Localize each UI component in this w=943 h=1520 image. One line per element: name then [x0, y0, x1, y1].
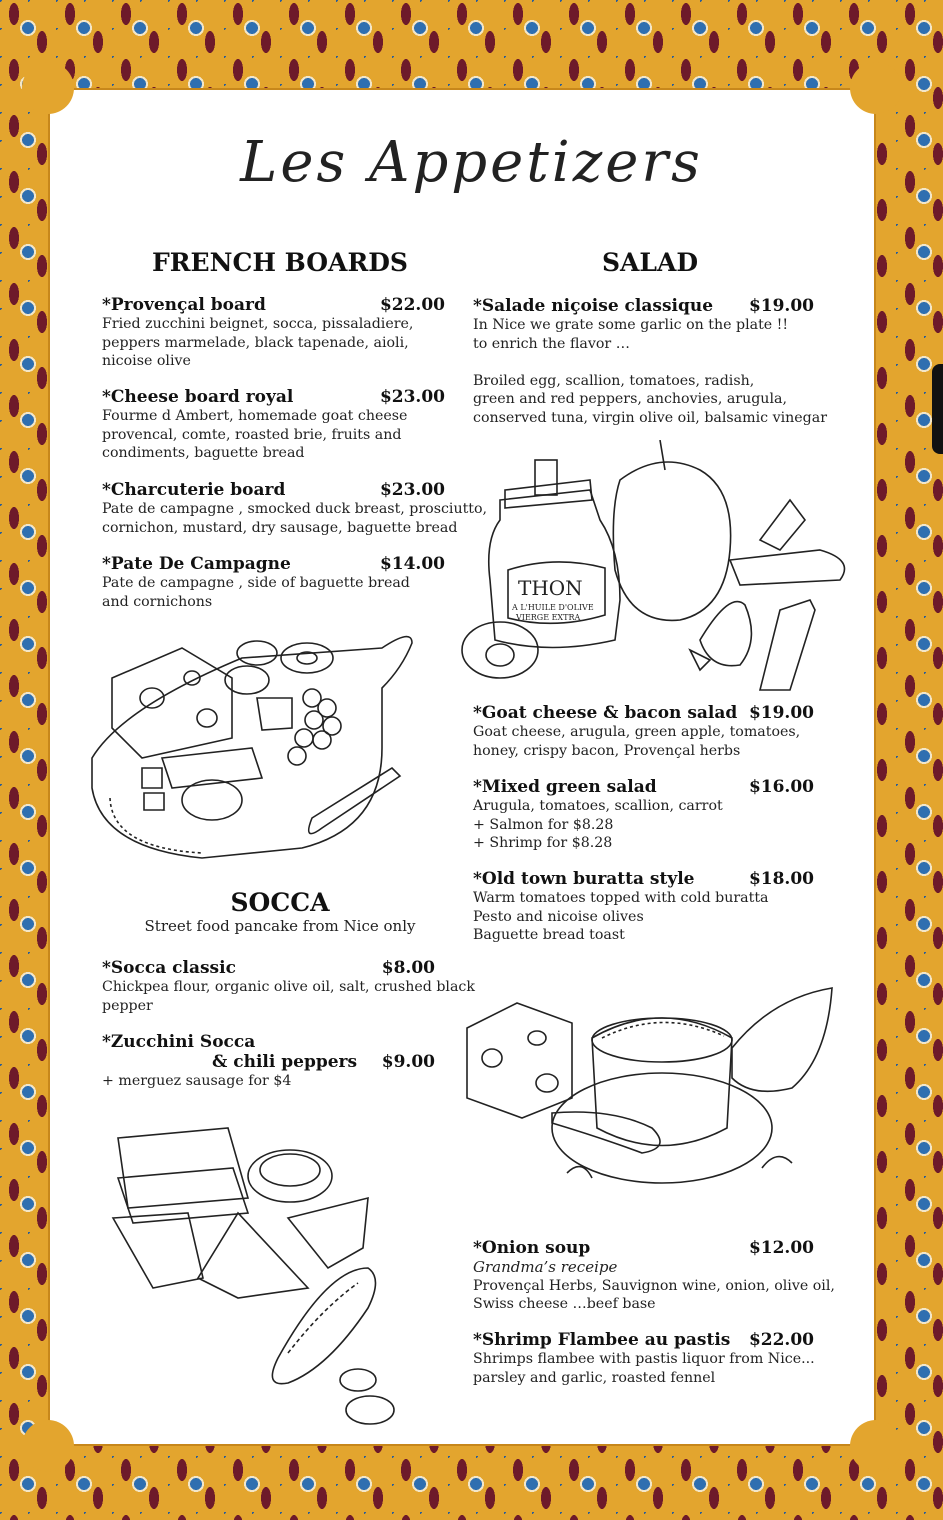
- menu-item: [102, 480, 488, 537]
- item-desc: Goat cheese, arugula, green apple, tomatoes,: [473, 724, 801, 740]
- jar-label-sub: A L'HUILE D'OLIVE: [512, 603, 594, 612]
- item-desc: Baguette bread toast: [473, 927, 625, 943]
- item-desc: Fried zucchini beignet, socca, pissaladiere,: [102, 316, 414, 332]
- menu-item: [473, 296, 827, 427]
- item-name: *Pate De Campagne: [102, 554, 291, 574]
- item-desc: Pate de campagne , smocked duck breast, prosciutto,: [102, 501, 488, 517]
- item-desc: Swiss cheese …beef base: [473, 1296, 656, 1312]
- item-price: $18.00: [748, 869, 814, 889]
- item-price: $14.00: [379, 554, 445, 574]
- item-price: $12.00: [748, 1238, 814, 1258]
- item-desc: Broiled egg, scallion, tomatoes, radish,: [473, 372, 755, 389]
- socca-heading: SOCCA: [230, 888, 330, 917]
- item-desc: + Shrimp for $8.28: [473, 835, 613, 851]
- jar-label-title: THON: [518, 576, 583, 600]
- item-price: $23.00: [379, 387, 445, 407]
- menu-item: [102, 554, 445, 611]
- item-desc: In Nice we grate some garlic on the plate !!: [473, 317, 789, 333]
- salad-heading: SALAD: [601, 248, 699, 277]
- item-desc: nicoise olive: [102, 353, 191, 369]
- menu-item: [473, 869, 814, 945]
- nicoise-illustration: [460, 440, 860, 700]
- menu-item: [102, 295, 445, 371]
- card-corner: [22, 1420, 74, 1472]
- item-price: $23.00: [379, 480, 445, 500]
- menu-item: [473, 777, 814, 853]
- item-price: $16.00: [748, 777, 814, 797]
- item-desc: to enrich the flavor …: [473, 335, 630, 352]
- item-name: *Old town buratta style: [473, 869, 695, 889]
- item-desc: honey, crispy bacon, Provençal herbs: [473, 742, 741, 759]
- item-name: *Onion soup: [473, 1238, 591, 1258]
- socca-illustration: [108, 1118, 408, 1433]
- jar-label-sub2: VIERGE EXTRA: [516, 613, 581, 622]
- item-desc: parsley and garlic, roasted fennel: [473, 1369, 716, 1386]
- menu-item: [102, 958, 475, 1015]
- socca-subtitle: Street food pancake from Nice only: [144, 917, 416, 935]
- item-name: *Goat cheese & bacon salad: [473, 703, 738, 723]
- item-desc: provencal, comte, roasted brie, fruits and: [102, 426, 402, 443]
- item-name: *Shrimp Flambee au pastis: [473, 1330, 731, 1350]
- item-desc: Chickpea flour, organic olive oil, salt, crushed black: [102, 979, 475, 995]
- item-desc: Fourme d Ambert, homemade goat cheese: [102, 408, 408, 424]
- item-desc: cornichon, mustard, dry sausage, baguette bread: [102, 519, 458, 536]
- menu-item: [473, 703, 814, 760]
- menu-item: [102, 387, 445, 463]
- card-corner: [850, 1420, 902, 1472]
- menu-item: [473, 1330, 814, 1387]
- item-desc: Provençal Herbs, Sauvignon wine, onion, olive oil,: [473, 1277, 835, 1294]
- item-name: *Salade niçoise classique: [473, 296, 714, 316]
- item-desc: Pesto and nicoise olives: [473, 908, 644, 925]
- item-name: & chili peppers: [212, 1052, 358, 1072]
- item-price: $8.00: [381, 958, 435, 978]
- item-desc: Shrimps flambee with pastis liquor from Nice...: [473, 1351, 815, 1367]
- item-desc: condiments, baguette bread: [102, 445, 305, 461]
- item-note: Grandma’s receipe: [473, 1258, 618, 1276]
- menu-item: [473, 1238, 835, 1314]
- item-name: *Charcuterie board: [102, 480, 286, 500]
- item-desc: Pate de campagne , side of baguette bread: [102, 575, 410, 591]
- item-desc: peppers marmelade, black tapenade, aioli,: [102, 334, 409, 351]
- item-desc: + merguez sausage for $4: [102, 1073, 292, 1089]
- item-desc: green and red peppers, anchovies, arugula,: [473, 391, 787, 407]
- onion-soup-illustration: [462, 978, 837, 1218]
- item-price: $19.00: [748, 296, 814, 316]
- item-desc: Warm tomatoes topped with cold buratta: [473, 890, 769, 906]
- item-price: $22.00: [379, 295, 445, 315]
- item-name: *Provençal board: [102, 295, 266, 315]
- item-price: $19.00: [748, 703, 814, 723]
- item-desc: [473, 353, 814, 372]
- item-desc: Arugula, tomatoes, scallion, carrot: [473, 798, 723, 814]
- page-title: Les Appetizers: [240, 130, 703, 195]
- item-desc: conserved tuna, virgin olive oil, balsamic vinegar: [473, 409, 827, 426]
- item-name: *Cheese board royal: [102, 387, 294, 407]
- menu-item: [102, 1032, 435, 1091]
- item-price: $22.00: [748, 1330, 814, 1350]
- item-desc: and cornichons: [102, 593, 213, 610]
- item-desc: pepper: [102, 997, 153, 1014]
- edge-tab: [932, 364, 943, 454]
- item-price: $9.00: [381, 1052, 435, 1072]
- cheese-board-illustration: [82, 618, 427, 868]
- item-name: *Socca classic: [102, 958, 236, 978]
- card-corner: [22, 62, 74, 114]
- item-name: *Zucchini Socca: [102, 1032, 256, 1052]
- card-corner: [850, 62, 902, 114]
- french-boards-heading: FRENCH BOARDS: [152, 248, 408, 277]
- item-desc: + Salmon for $8.28: [473, 816, 614, 833]
- item-name: *Mixed green salad: [473, 777, 657, 797]
